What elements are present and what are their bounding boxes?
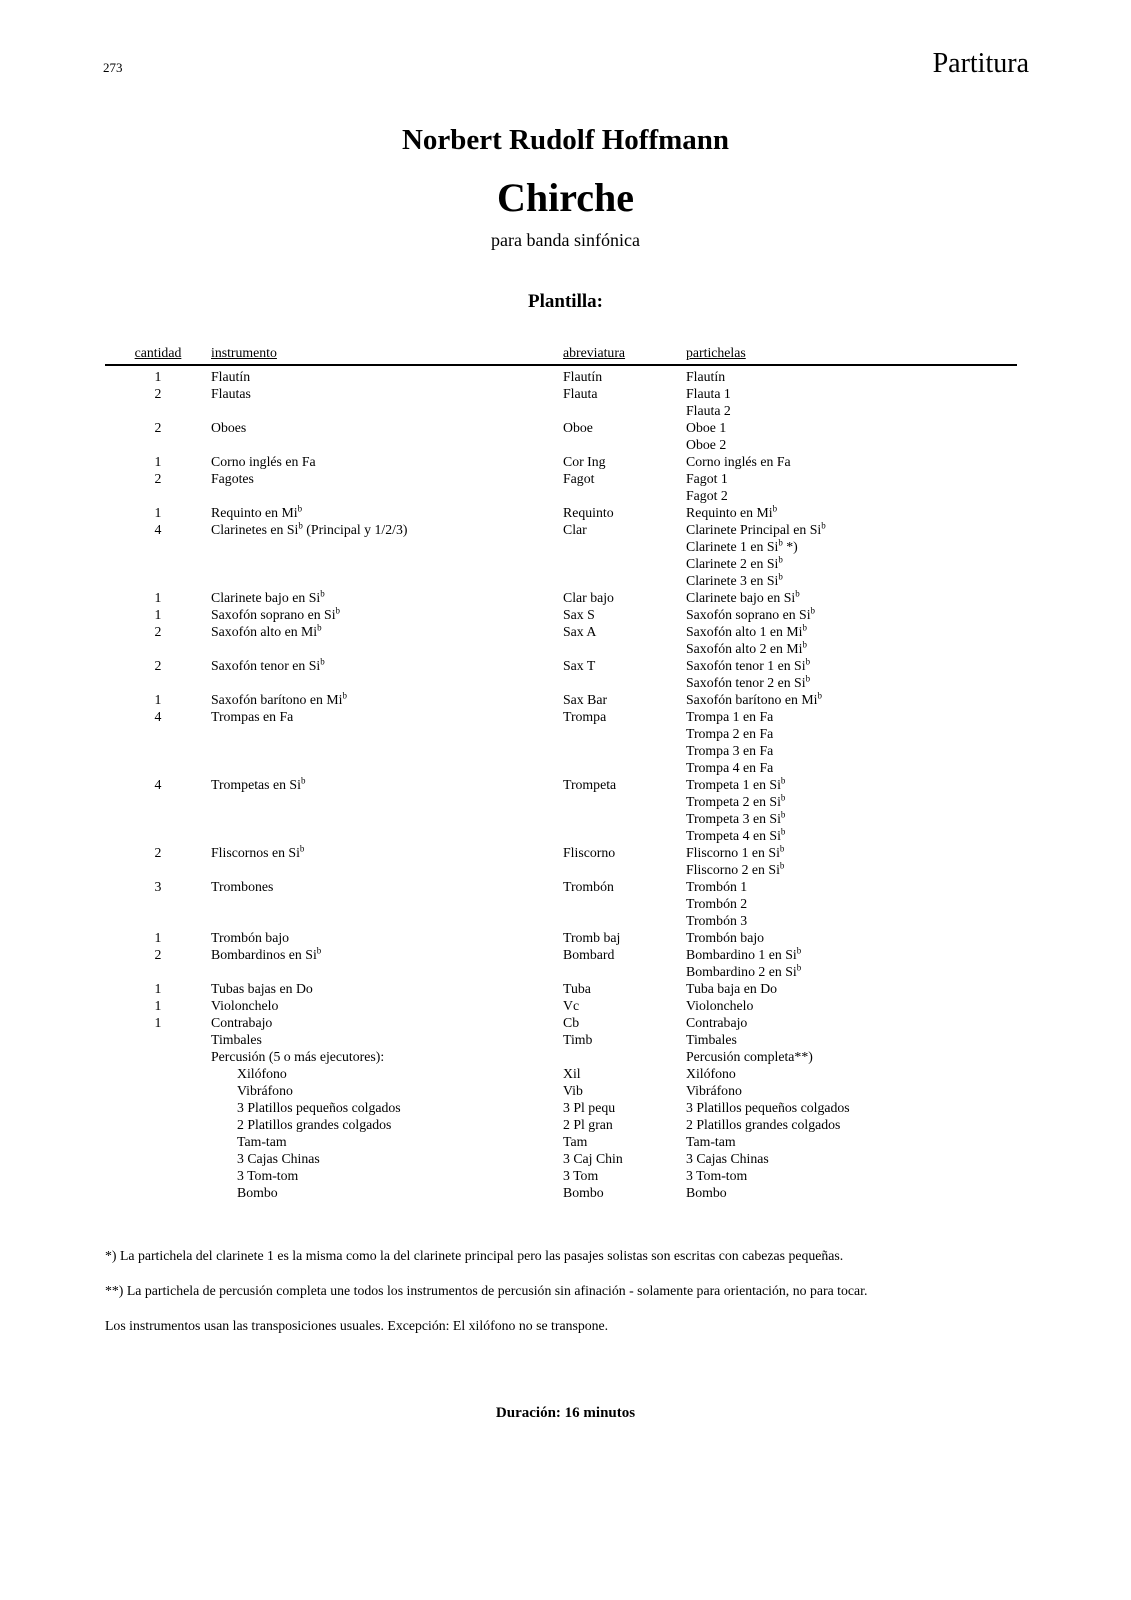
- cell-partichela: Trombón 2: [686, 896, 748, 911]
- table-row: [105, 402, 1017, 419]
- cell-abreviatura: Sax Bar: [563, 692, 608, 707]
- table-row: [105, 827, 1017, 844]
- cell-cantidad: 1: [154, 369, 162, 384]
- table-row: [105, 1031, 1017, 1048]
- table-row: [105, 929, 1017, 946]
- cell-cantidad: 2: [154, 624, 162, 639]
- table-row: [105, 453, 1017, 470]
- cell-cantidad: 1: [154, 505, 162, 520]
- cell-instrumento: Trompas en Fa: [211, 709, 294, 724]
- cell-abreviatura: Clar bajo: [563, 590, 614, 605]
- table-row: [105, 640, 1017, 657]
- cell-cantidad: [105, 674, 211, 691]
- table-row: [105, 1065, 1017, 1082]
- cell-partichela: Tam-tam: [686, 1134, 736, 1149]
- cell-abreviatura: Vib: [563, 1083, 583, 1098]
- table-row: [105, 487, 1017, 504]
- cell-cantidad: 1: [154, 998, 162, 1013]
- footnote-percussion: **) La partichela de percusión completa une todos los instrumentos de percusión sin afinación - solamente para orientación, no para tocar.: [105, 1283, 868, 1298]
- cell-partichela: Trombón bajo: [686, 930, 765, 945]
- cell-instrumento: Fliscornos en Si$^b$: [211, 843, 305, 860]
- cell-abreviatura: [563, 827, 686, 844]
- table-row: [105, 946, 1017, 963]
- cell-abreviatura: 3 Pl pequ: [563, 1100, 616, 1115]
- cell-abreviatura: Sax A: [563, 624, 597, 639]
- table-row: [105, 504, 1017, 521]
- cell-instrumento: Requinto en Mi$^b$: [211, 503, 303, 520]
- cell-cantidad: [105, 538, 211, 555]
- cell-instrumento: [211, 912, 563, 929]
- cell-cantidad: [105, 827, 211, 844]
- table-row: [105, 980, 1017, 997]
- cell-instrumento: Flautín: [211, 369, 251, 384]
- cell-instrumento: [211, 827, 563, 844]
- cell-abreviatura: Clar: [563, 522, 587, 537]
- work-subtitle: para banda sinfónica: [491, 230, 640, 250]
- cell-instrumento: Trombones: [211, 879, 274, 894]
- cell-abreviatura: [563, 759, 686, 776]
- cell-abreviatura: [563, 793, 686, 810]
- table-row: [105, 572, 1017, 589]
- cell-abreviatura: [563, 1048, 686, 1065]
- cell-partichela: Bombardino 2 en Si$^b$: [686, 962, 802, 979]
- cell-instrumento: [211, 895, 563, 912]
- cell-instrumento: Clarinetes en Si$^b$ (Principal y 1/2/3): [211, 520, 408, 537]
- cell-abreviatura: 3 Caj Chin: [563, 1151, 623, 1166]
- table-row: [105, 793, 1017, 810]
- cell-partichela: Xilófono: [686, 1066, 736, 1081]
- table-row: [105, 759, 1017, 776]
- table-row: [105, 742, 1017, 759]
- table-row: [105, 538, 1017, 555]
- cell-abreviatura: Fagot: [563, 471, 595, 486]
- cell-partichela: Violonchelo: [686, 998, 754, 1013]
- footnotes: [105, 1248, 1035, 1353]
- cell-abreviatura: [563, 861, 686, 878]
- document-type-label: Partitura: [932, 48, 1029, 79]
- cell-cantidad: 3: [154, 879, 162, 894]
- cell-partichela: Requinto en Mi$^b$: [686, 503, 778, 520]
- cell-instrumento: [211, 402, 563, 419]
- cell-partichela: Saxofón alto 2 en Mi$^b$: [686, 639, 807, 656]
- table-row: [105, 997, 1017, 1014]
- cell-instrumento: 2 Platillos grandes colgados: [237, 1117, 392, 1132]
- cell-abreviatura: Fliscorno: [563, 845, 616, 860]
- cell-instrumento: [211, 810, 563, 827]
- table-row: [105, 725, 1017, 742]
- cell-partichela: Clarinete 3 en Si$^b$: [686, 571, 783, 588]
- table-row: [105, 1048, 1017, 1065]
- cell-abreviatura: Flautín: [563, 369, 603, 384]
- column-header-abreviatura: abreviatura: [563, 345, 626, 360]
- table-row: [105, 470, 1017, 487]
- cell-cantidad: 4: [154, 777, 162, 792]
- column-header-instrumento: instrumento: [211, 345, 277, 360]
- cell-instrumento: Bombardinos en Si$^b$: [211, 945, 322, 962]
- cell-abreviatura: [563, 538, 686, 555]
- cell-abreviatura: [563, 402, 686, 419]
- cell-partichela: Timbales: [686, 1032, 737, 1047]
- cell-instrumento: 3 Tom-tom: [237, 1168, 299, 1183]
- cell-partichela: Trompeta 2 en Si$^b$: [686, 792, 786, 809]
- cell-instrumento: Saxofón tenor en Si$^b$: [211, 656, 325, 673]
- cell-partichela: 2 Platillos grandes colgados: [686, 1117, 841, 1132]
- cell-partichela: Saxofón tenor 2 en Si$^b$: [686, 673, 811, 690]
- cell-partichela: Fliscorno 1 en Si$^b$: [686, 843, 785, 860]
- cell-partichela: Trompa 2 en Fa: [686, 726, 774, 741]
- cell-abreviatura: Bombo: [563, 1185, 604, 1200]
- cell-cantidad: [105, 555, 211, 572]
- cell-partichela: Vibráfono: [686, 1083, 742, 1098]
- cell-partichela: Flauta 2: [686, 403, 731, 418]
- cell-partichela: Trompeta 3 en Si$^b$: [686, 809, 786, 826]
- cell-abreviatura: [563, 487, 686, 504]
- cell-abreviatura: 3 Tom: [563, 1168, 599, 1183]
- cell-abreviatura: Cor Ing: [563, 454, 606, 469]
- cell-abreviatura: [563, 640, 686, 657]
- cell-instrumento: 3 Platillos pequeños colgados: [237, 1100, 401, 1115]
- cell-instrumento: Percusión (5 o más ejecutores):: [211, 1049, 385, 1064]
- cell-cantidad: [105, 572, 211, 589]
- cell-instrumento: [211, 572, 563, 589]
- cell-abreviatura: Xil: [563, 1066, 581, 1081]
- cell-partichela: Trombón 3: [686, 913, 748, 928]
- cell-cantidad: 1: [154, 930, 162, 945]
- cell-instrumento: [211, 793, 563, 810]
- table-row: [105, 657, 1017, 674]
- table-row: [105, 1133, 1017, 1150]
- table-row: [105, 436, 1017, 453]
- cell-partichela: Saxofón barítono en Mi$^b$: [686, 690, 822, 707]
- cell-cantidad: [105, 487, 211, 504]
- table-row: [105, 708, 1017, 725]
- cell-cantidad: [105, 759, 211, 776]
- cell-abreviatura: 2 Pl gran: [563, 1117, 613, 1132]
- cell-partichela: Percusión completa**): [686, 1049, 813, 1064]
- table-row: [105, 1184, 1017, 1201]
- cell-abreviatura: [563, 572, 686, 589]
- table-row: [105, 776, 1017, 793]
- cell-partichela: Oboe 1: [686, 420, 727, 435]
- cell-cantidad: [105, 895, 211, 912]
- cell-cantidad: 2: [154, 471, 162, 486]
- cell-cantidad: 2: [154, 420, 162, 435]
- cell-instrumento: Contrabajo: [211, 1015, 273, 1030]
- column-header-cantidad: cantidad: [134, 345, 182, 360]
- cell-abreviatura: Tromb baj: [563, 930, 621, 945]
- table-row: [105, 623, 1017, 640]
- cell-instrumento: [211, 861, 563, 878]
- cell-partichela: Trompa 3 en Fa: [686, 743, 774, 758]
- cell-cantidad: 1: [154, 607, 162, 622]
- cell-instrumento: Clarinete bajo en Si$^b$: [211, 588, 325, 605]
- cell-instrumento: Bombo: [237, 1185, 278, 1200]
- cell-abreviatura: [563, 555, 686, 572]
- cell-instrumento: [211, 436, 563, 453]
- page-number: 273: [103, 60, 123, 75]
- cell-cantidad: [105, 861, 211, 878]
- table-body: [105, 366, 1017, 1201]
- cell-partichela: 3 Cajas Chinas: [686, 1151, 769, 1166]
- cell-instrumento: [211, 487, 563, 504]
- cell-instrumento: Flautas: [211, 386, 251, 401]
- cell-partichela: Saxofón tenor 1 en Si$^b$: [686, 656, 811, 673]
- cell-cantidad: 4: [154, 709, 162, 724]
- cell-abreviatura: Sax S: [563, 607, 595, 622]
- cell-cantidad: [105, 1099, 211, 1116]
- cell-instrumento: Saxofón alto en Mi$^b$: [211, 622, 322, 639]
- cell-instrumento: Tubas bajas en Do: [211, 981, 313, 996]
- cell-abreviatura: Bombard: [563, 947, 615, 962]
- cell-partichela: Flautín: [686, 369, 726, 384]
- cell-abreviatura: Tuba: [563, 981, 591, 996]
- cell-partichela: Trombón 1: [686, 879, 748, 894]
- cell-instrumento: Oboes: [211, 420, 247, 435]
- cell-cantidad: [105, 436, 211, 453]
- table-row: [105, 810, 1017, 827]
- cell-abreviatura: Oboe: [563, 420, 593, 435]
- cell-cantidad: [105, 725, 211, 742]
- cell-instrumento: Tam-tam: [237, 1134, 287, 1149]
- cell-instrumento: [211, 742, 563, 759]
- cell-partichela: Fagot 2: [686, 488, 728, 503]
- table-row: [105, 674, 1017, 691]
- cell-abreviatura: [563, 725, 686, 742]
- cell-cantidad: 2: [154, 947, 162, 962]
- cell-cantidad: [105, 1133, 211, 1150]
- table-row: [105, 1014, 1017, 1031]
- cell-instrumento: Trompetas en Si$^b$: [211, 775, 306, 792]
- table-row: [105, 385, 1017, 402]
- cell-cantidad: 1: [154, 692, 162, 707]
- cell-cantidad: [105, 1150, 211, 1167]
- cell-cantidad: [105, 1065, 211, 1082]
- cell-instrumento: [211, 538, 563, 555]
- table-row: [105, 861, 1017, 878]
- cell-cantidad: 1: [154, 981, 162, 996]
- cell-instrumento: Violonchelo: [211, 998, 279, 1013]
- cell-instrumento: [211, 555, 563, 572]
- cell-instrumento: Fagotes: [211, 471, 254, 486]
- cell-cantidad: 2: [154, 658, 162, 673]
- cell-partichela: Trompa 1 en Fa: [686, 709, 774, 724]
- table-row: [105, 589, 1017, 606]
- cell-partichela: Flauta 1: [686, 386, 731, 401]
- cell-partichela: Corno inglés en Fa: [686, 454, 791, 469]
- table-row: [105, 912, 1017, 929]
- cell-cantidad: 2: [154, 386, 162, 401]
- cell-cantidad: [105, 402, 211, 419]
- cell-cantidad: [105, 1116, 211, 1133]
- cell-instrumento: [211, 963, 563, 980]
- table-row: [105, 1167, 1017, 1184]
- cell-abreviatura: [563, 674, 686, 691]
- cell-instrumento: [211, 759, 563, 776]
- cell-partichela: Clarinete 2 en Si$^b$: [686, 554, 783, 571]
- column-header-partichelas: partichelas: [686, 345, 746, 360]
- cell-abreviatura: [563, 895, 686, 912]
- cell-abreviatura: Timb: [563, 1032, 593, 1047]
- composer-name: Norbert Rudolf Hoffmann: [401, 124, 730, 156]
- cell-instrumento: [211, 725, 563, 742]
- note-transpositions: Los instrumentos usan las transposiciones usuales. Excepción: El xilófono no se transpone.: [105, 1318, 609, 1333]
- cell-instrumento: Vibráfono: [237, 1083, 293, 1098]
- table-row: [105, 368, 1017, 385]
- table-row: [105, 844, 1017, 861]
- cell-instrumento: Saxofón barítono en Mi$^b$: [211, 690, 347, 707]
- cell-cantidad: [105, 912, 211, 929]
- table-row: [105, 521, 1017, 538]
- cell-partichela: Trompeta 1 en Si$^b$: [686, 775, 786, 792]
- cell-cantidad: [105, 1184, 211, 1201]
- cell-partichela: Saxofón soprano en Si$^b$: [686, 605, 816, 622]
- table-row: [105, 1150, 1017, 1167]
- cell-instrumento: Xilófono: [237, 1066, 287, 1081]
- duration-note: Duración: 16 minutos: [495, 1405, 636, 1421]
- table-row: [105, 1116, 1017, 1133]
- cell-abreviatura: Vc: [563, 998, 580, 1013]
- cell-partichela: Clarinete 1 en Si$^b$ *): [686, 537, 798, 554]
- cell-abreviatura: [563, 912, 686, 929]
- cell-partichela: Fagot 1: [686, 471, 728, 486]
- cell-instrumento: Trombón bajo: [211, 930, 290, 945]
- cell-cantidad: 1: [154, 1015, 162, 1030]
- cell-cantidad: [105, 793, 211, 810]
- cell-abreviatura: [563, 810, 686, 827]
- table-header-row: [105, 344, 1017, 366]
- cell-abreviatura: Flauta: [563, 386, 598, 401]
- table-row: [105, 555, 1017, 572]
- cell-instrumento: [211, 640, 563, 657]
- cell-partichela: Trompa 4 en Fa: [686, 760, 774, 775]
- cell-abreviatura: [563, 436, 686, 453]
- cell-partichela: Contrabajo: [686, 1015, 748, 1030]
- cell-partichela: Bombo: [686, 1185, 727, 1200]
- cell-partichela: Trompeta 4 en Si$^b$: [686, 826, 786, 843]
- table-row: [105, 963, 1017, 980]
- table-row: [105, 878, 1017, 895]
- cell-cantidad: [105, 742, 211, 759]
- cell-cantidad: [105, 1082, 211, 1099]
- cell-cantidad: 1: [154, 590, 162, 605]
- instrumentation-table: [105, 344, 1017, 1201]
- cell-instrumento: Timbales: [211, 1032, 262, 1047]
- cell-abreviatura: [563, 963, 686, 980]
- section-heading: Plantilla:: [528, 291, 603, 312]
- cell-abreviatura: Tam: [563, 1134, 588, 1149]
- footnote-clarinet: *) La partichela del clarinete 1 es la misma como la del clarinete principal pero las pasajes solistas son escritas con cabezas pequeñas.: [105, 1248, 844, 1263]
- cell-abreviatura: Trompa: [563, 709, 607, 724]
- cell-cantidad: 4: [154, 522, 162, 537]
- cell-abreviatura: Requinto: [563, 505, 614, 520]
- cell-instrumento: Corno inglés en Fa: [211, 454, 316, 469]
- cell-partichela: Saxofón alto 1 en Mi$^b$: [686, 622, 807, 639]
- cell-abreviatura: Cb: [563, 1015, 580, 1030]
- table-row: [105, 606, 1017, 623]
- cell-abreviatura: [563, 742, 686, 759]
- cell-cantidad: [105, 640, 211, 657]
- table-row: [105, 691, 1017, 708]
- cell-cantidad: [105, 1167, 211, 1184]
- cell-instrumento: 3 Cajas Chinas: [237, 1151, 320, 1166]
- cell-instrumento: [211, 674, 563, 691]
- table-row: [105, 1099, 1017, 1116]
- cell-abreviatura: Trombón: [563, 879, 614, 894]
- cell-partichela: Fliscorno 2 en Si$^b$: [686, 860, 785, 877]
- table-row: [105, 895, 1017, 912]
- cell-partichela: Clarinete bajo en Si$^b$: [686, 588, 800, 605]
- work-title: Chirche: [496, 175, 635, 220]
- cell-instrumento: Saxofón soprano en Si$^b$: [211, 605, 341, 622]
- cell-partichela: Clarinete Principal en Si$^b$: [686, 520, 826, 537]
- cell-partichela: Bombardino 1 en Si$^b$: [686, 945, 802, 962]
- cell-partichela: Tuba baja en Do: [686, 981, 778, 996]
- table-row: [105, 1082, 1017, 1099]
- cell-abreviatura: Sax T: [563, 658, 596, 673]
- cell-partichela: 3 Platillos pequeños colgados: [686, 1100, 850, 1115]
- cell-cantidad: [105, 1048, 211, 1065]
- cell-cantidad: [105, 1031, 211, 1048]
- cell-partichela: 3 Tom-tom: [686, 1168, 748, 1183]
- cell-partichela: Oboe 2: [686, 437, 727, 452]
- table-row: [105, 419, 1017, 436]
- cell-cantidad: 1: [154, 454, 162, 469]
- cell-cantidad: [105, 963, 211, 980]
- cell-abreviatura: Trompeta: [563, 777, 617, 792]
- cell-cantidad: 2: [154, 845, 162, 860]
- cell-cantidad: [105, 810, 211, 827]
